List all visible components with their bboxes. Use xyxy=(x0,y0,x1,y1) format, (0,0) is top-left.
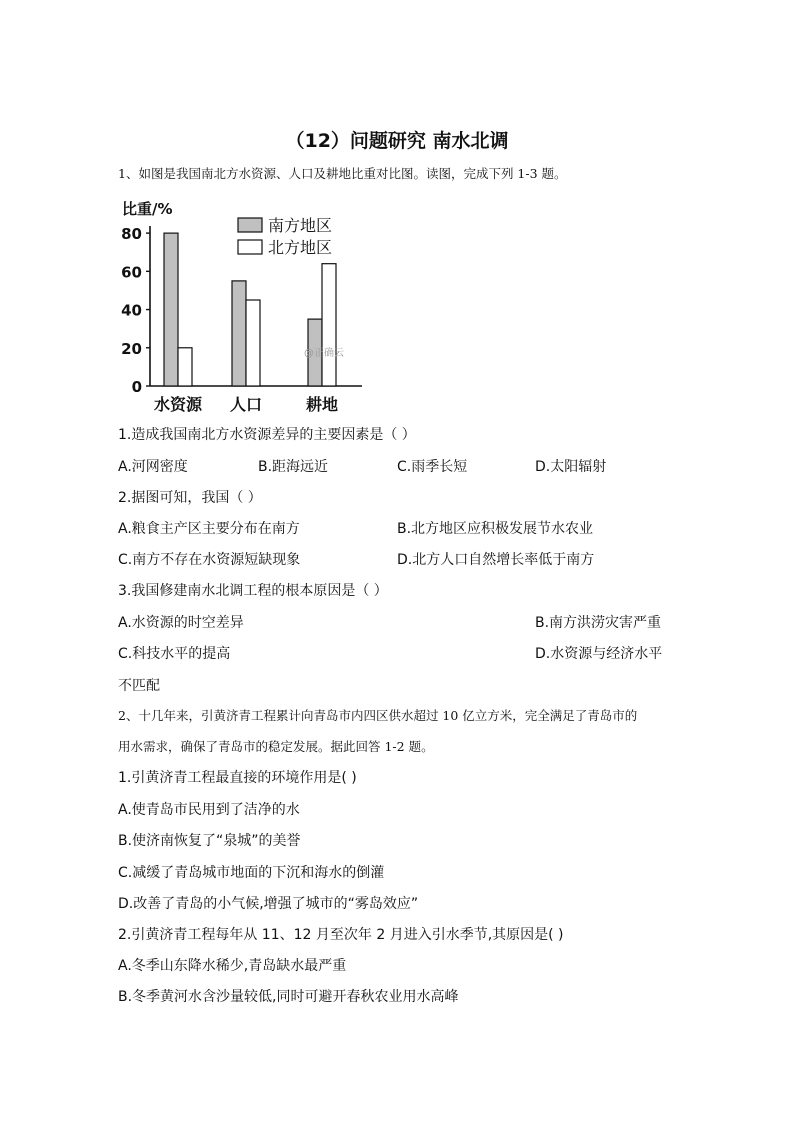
bar-south xyxy=(164,233,178,386)
q1-sub2-option-a[interactable]: A.粮食主产区主要分布在南方 xyxy=(118,521,300,537)
x-tick-labels xyxy=(154,395,338,414)
q1-sub3-stem: 3.我国修建南水北调工程的根本原因是（ ） xyxy=(118,583,388,599)
legend-label: 北方地区 xyxy=(268,238,333,257)
question-1-stem: 1、如图是我国南北方水资源、人口及耕地比重对比图。读图，完成下列 1-3 题。 xyxy=(118,166,567,181)
y-tick-label: 60 xyxy=(121,263,142,282)
q1-sub3-option-c[interactable]: C.科技水平的提高 xyxy=(118,646,231,662)
y-ticks xyxy=(121,225,150,396)
x-tick-label: 耕地 xyxy=(305,395,339,414)
bar-north xyxy=(246,300,260,386)
q1-sub1-option-b[interactable]: B.距海远近 xyxy=(258,459,329,475)
q1-sub1-option-c[interactable]: C.雨季长短 xyxy=(397,459,468,475)
q1-sub1-option-a[interactable]: A.河网密度 xyxy=(118,459,188,475)
q1-sub2-option-b[interactable]: B.北方地区应积极发展节水农业 xyxy=(397,521,594,537)
watermark: @正确云 xyxy=(304,348,344,359)
bar-south xyxy=(232,281,246,386)
legend-swatch xyxy=(238,240,262,254)
water-population-farmland-chart xyxy=(118,196,378,416)
q1-sub3-option-a[interactable]: A.水资源的时空差异 xyxy=(118,615,244,631)
q1-sub2-option-d[interactable]: D.北方人口自然增长率低于南方 xyxy=(397,552,595,568)
y-tick-label: 80 xyxy=(121,225,142,244)
q2-sub1-option-d[interactable]: D.改善了青岛的小气候,增强了城市的“雾岛效应” xyxy=(118,896,419,912)
legend-swatch xyxy=(238,218,262,232)
x-tick-label: 人口 xyxy=(229,395,263,414)
page-title: （12）问题研究 南水北调 xyxy=(285,130,509,152)
x-tick-label: 水资源 xyxy=(153,395,203,414)
q2-sub2-option-b[interactable]: B.冬季黄河水含沙量较低,同时可避开春秋农业用水高峰 xyxy=(118,989,459,1005)
q1-sub3-option-d-wrap: 不匹配 xyxy=(118,678,160,694)
q2-sub1-option-b[interactable]: B.使济南恢复了“泉城”的美誉 xyxy=(118,833,301,849)
q1-sub1-stem: 1.造成我国南北方水资源差异的主要因素是（ ） xyxy=(118,427,416,443)
q2-sub2-option-a[interactable]: A.冬季山东降水稀少,青岛缺水最严重 xyxy=(118,958,347,974)
question-2-stem-line2: 用水需求，确保了青岛市的稳定发展。据此回答 1-2 题。 xyxy=(118,739,434,754)
bar-north xyxy=(178,348,192,386)
y-tick-label: 40 xyxy=(121,301,142,320)
y-axis-label: 比重/% xyxy=(122,200,173,218)
q1-sub3-option-d[interactable]: D.水资源与经济水平 xyxy=(535,646,663,662)
y-tick-label: 0 xyxy=(131,378,142,396)
question-2-stem-line1: 2、十几年来，引黄济青工程累计向青岛市内四区供水超过 10 亿立方米，完全满足了青岛市的 xyxy=(118,708,638,723)
q1-sub2-stem: 2.据图可知，我国（ ） xyxy=(118,490,262,506)
bar-north xyxy=(322,264,336,386)
q1-sub3-option-b[interactable]: B.南方洪涝灾害严重 xyxy=(535,615,662,631)
y-tick-label: 20 xyxy=(121,339,142,358)
q1-sub2-option-c[interactable]: C.南方不存在水资源短缺现象 xyxy=(118,552,301,568)
q1-sub1-option-d[interactable]: D.太阳辐射 xyxy=(535,459,607,475)
q2-sub2-stem: 2.引黄济青工程每年从 11、12 月至次年 2 月进入引水季节,其原因是( ) xyxy=(118,927,564,943)
q2-sub1-option-a[interactable]: A.使青岛市民用到了洁净的水 xyxy=(118,802,300,818)
legend xyxy=(238,216,332,257)
q2-sub1-option-c[interactable]: C.减缓了青岛城市地面的下沉和海水的倒灌 xyxy=(118,865,385,881)
q2-sub1-stem: 1.引黄济青工程最直接的环境作用是( ) xyxy=(118,770,357,786)
legend-label: 南方地区 xyxy=(268,216,333,235)
